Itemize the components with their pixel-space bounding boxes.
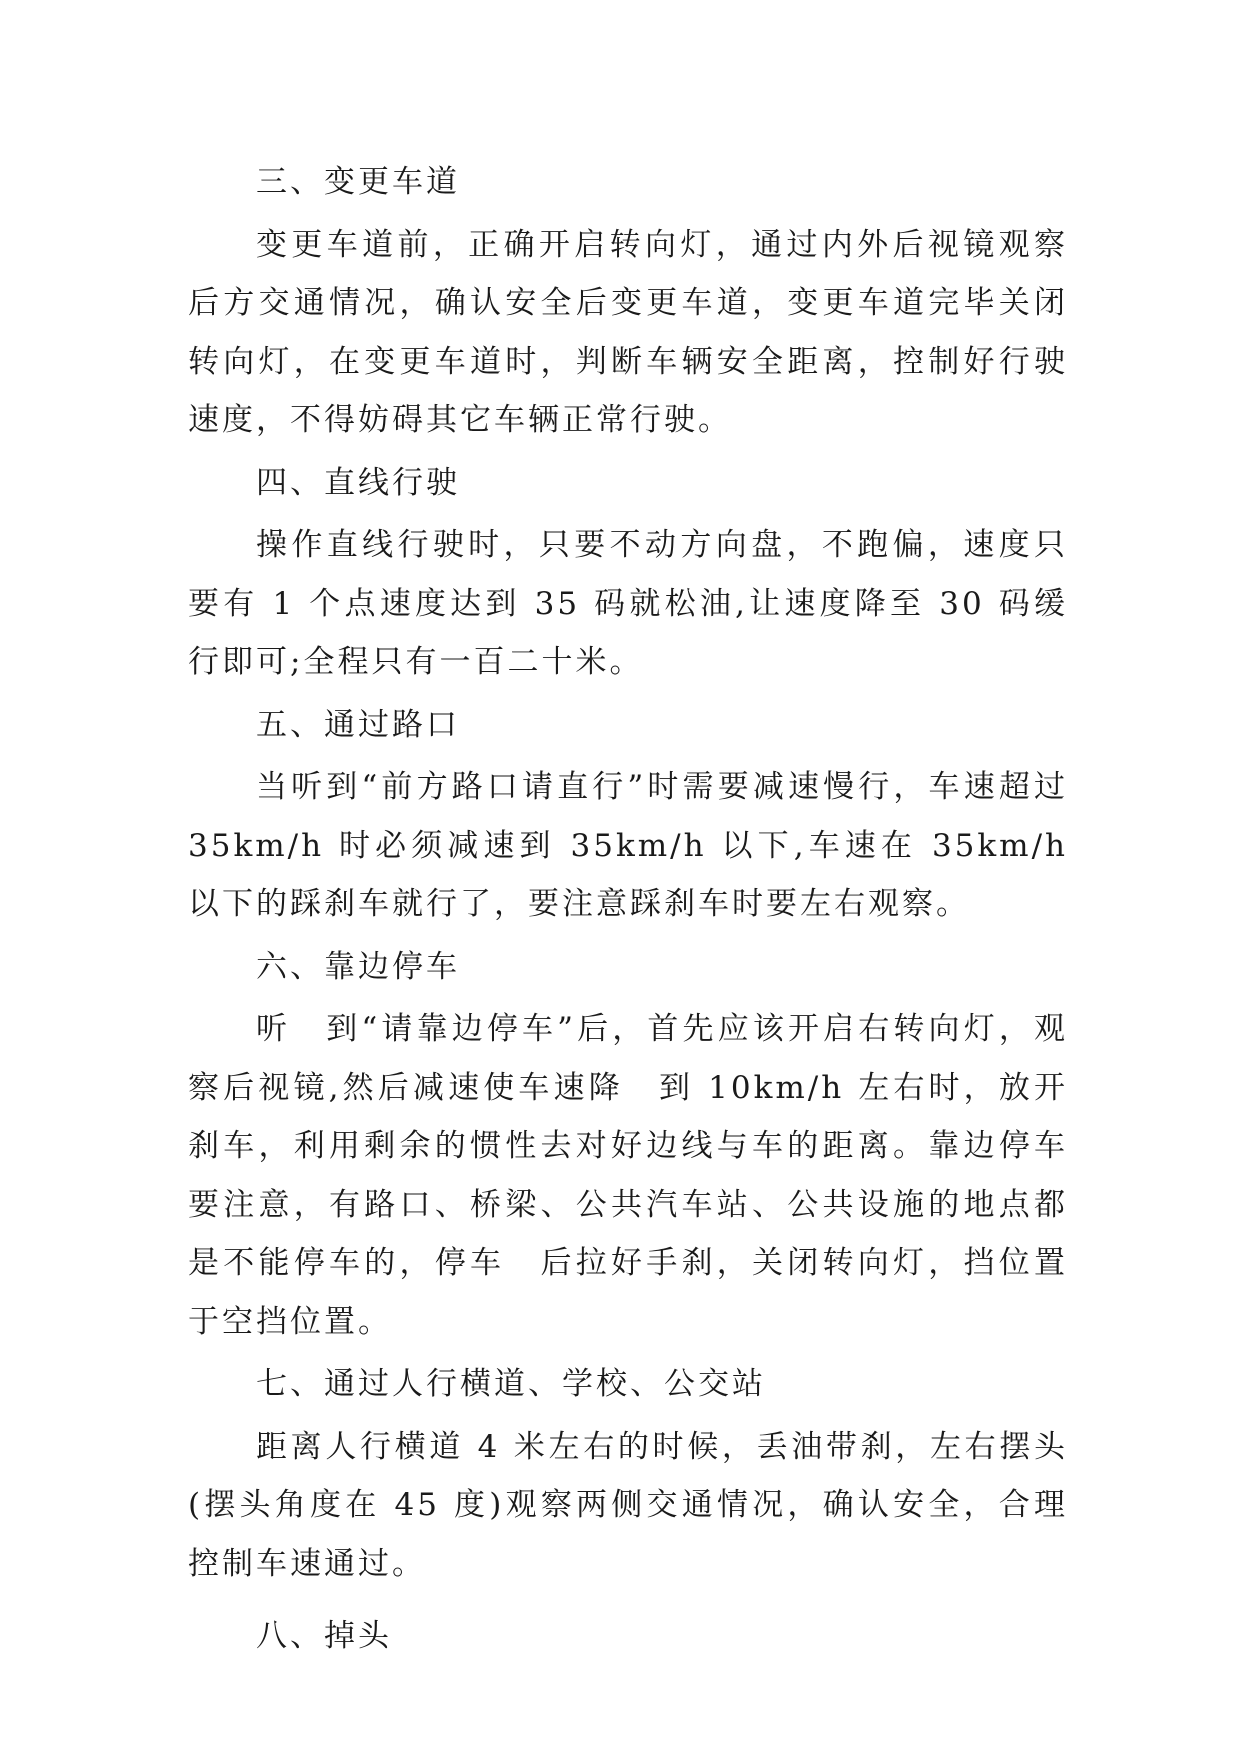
section-body-crosswalk: 距离人行横道 4 米左右的时候，丢油带刹，左右摆头(摆头角度在 45 度)观察两侧交通情况，确认安全，合理控制车速通过。 (188, 1428, 1068, 1582)
section-heading-crosswalk: 七、通过人行横道、学校、公交站 (256, 1366, 766, 1402)
section-body-intersection: 当听到“前方路口请直行”时需要减速慢行，车速超过35km/h 时必须减速到 35km/h 以下,车速在 35km/h 以下的踩刹车就行了，要注意踩刹车时要左右观察。 (188, 769, 1068, 922)
section-body-lane-change: 变更车道前，正确开启转向灯，通过内外后视镜观察后方交通情况，确认安全后变更车道，变更车道完毕关闭转向灯，在变更车道时，判断车辆安全距离，控制好行驶速度，不得妨碍其它车辆正常行驶。 (188, 226, 1068, 438)
section-heading-pull-over: 六、靠边停车 (256, 948, 460, 985)
section-heading-u-turn: 八、掉头 (256, 1618, 392, 1654)
section-body-pull-over: 听 到“请靠边停车”后，首先应该开启右转向灯，观察后视镜,然后减速使车速降 到 10km/h 左右时，放开刹车，利用剩余的惯性去对好边线与车的距离。靠边停车要注意，有路口、桥梁、公共汽车站、公共设施的地点都是不能停车的，停车 后拉好手刹，关闭转向灯，挡位置于空挡位置。 (188, 1011, 1068, 1340)
section-heading-lane-change: 三、变更车道 (256, 164, 460, 200)
section-body-straight-driving: 操作直线行驶时，只要不动方向盘，不跑偏，速度只要有 1 个点速度达到 35 码就松油,让速度降至 30 码缓行即可;全程只有一百二十米。 (188, 527, 1068, 680)
section-heading-intersection: 五、通过路口 (256, 706, 460, 743)
section-heading-straight-driving: 四、直线行驶 (256, 464, 460, 501)
document-body (188, 153, 1068, 1666)
